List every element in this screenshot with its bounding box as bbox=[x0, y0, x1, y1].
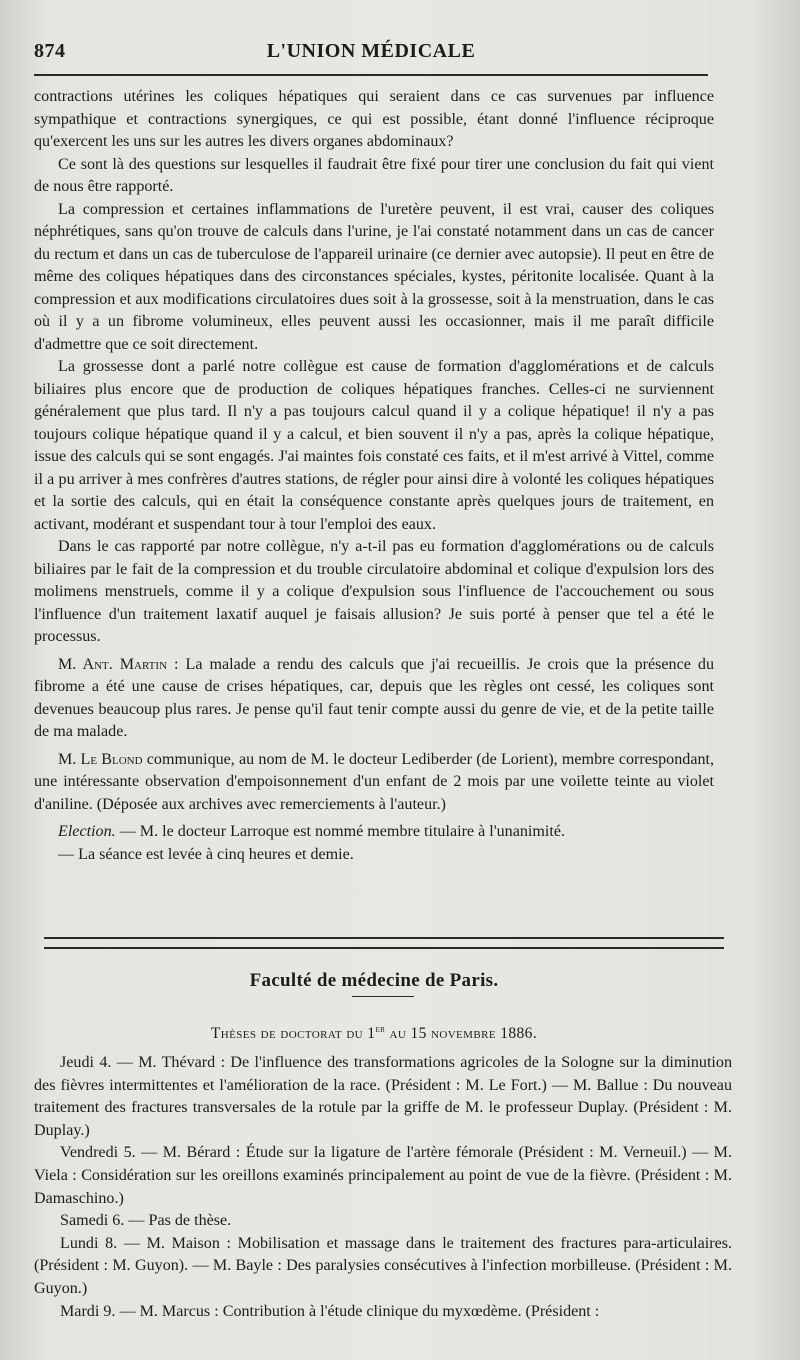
section-subtitle: Thèses de doctorat du 1er au 15 novembre 1886. bbox=[210, 1024, 538, 1043]
paragraph bbox=[34, 821, 714, 844]
thesis-entry: Jeudi 4. — M. Thévard : De l'influence des transformations agricoles de la Sologne sur la diminution des fièvres intermittentes et l'amélioration de la race. (Président : M. Le Fort.) — M. Ballue : Du nouveau traitement des fractures transversales de la rotule par la griffe de M. le professeur Duplay. (Président : M. Duplay.) bbox=[34, 1054, 732, 1139]
header-rule bbox=[34, 74, 708, 76]
paragraph: contractions utérines les coliques hépatiques qui seraient dans ce cas survenues par influence sympathique et contractions synergiques, ce qui est possible, étant donné l'influence réciproque qu'exercent les uns sur les autres les divers organes abdominaux? bbox=[34, 88, 714, 150]
article-body bbox=[34, 86, 714, 866]
thesis-entry: Lundi 8. — M. Maison : Mobilisation et massage dans le traitement des fractures para-articulaires. (Président : M. Guyon). — M. Bayle : Des paralysies consécutives à l'infection morbilleuse. (Président : M. Guyon.) bbox=[34, 1234, 732, 1297]
running-title: L'UNION MÉDICALE bbox=[266, 40, 476, 62]
thesis-entry: Vendredi 5. — M. Bérard : Étude sur la ligature de l'artère fémorale (Président : M. Verneuil.) — M. Viela : Considération sur les oreillons examinés principalement au point de vue de la fièvre. (Président : M. Damaschino.) bbox=[34, 1144, 732, 1207]
paragraph bbox=[34, 654, 714, 744]
speaker-name: M. Le Blond bbox=[58, 750, 143, 768]
thesis-entry: Mardi 9. — M. Marcus : Contribution à l'étude clinique du myxœdème. (Président : bbox=[60, 1302, 600, 1320]
paragraph-text: communique, au nom de M. le docteur Lediberder (de Lorient), membre correspondant, une intéressante observation d'empoisonnement d'un enfant de 2 mois par une voilette teinte au violet d'aniline. (Déposée aux archives avec remerciements à l'auteur.) bbox=[34, 750, 715, 813]
paragraph: La compression et certaines inflammations de l'uretère peuvent, il est vrai, causer des coliques néphrétiques, sans qu'on trouve de calculs dans l'urine, je l'ai constaté notamment dans un cas de cancer du rectum et dans un cas de tuberculose de l'appareil urinaire (ce dernier avec autopsie). Il peut en être de même des coliques hépatiques dans des circonstances spéciales, kystes, péritonite localisée. Quant à la compression et aux modifications circulatoires dues soit à la grossesse, soit à la menstruation, dans le cas où il y a un fibrome volumineux, elles peuvent aussi les occasionner, mais il me paraît difficile d'admettre que ce soit directement. bbox=[34, 200, 714, 353]
paragraph: La grossesse dont a parlé notre collègue est cause de formation d'agglomérations et de calculs biliaires plus encore que de production de coliques hépatiques franches. Celles-ci ne surviennent généralement que plus tard. Il n'y a pas toujours calcul quand il y a colique hépatique! il n'y a pas toujours colique hépatique quand il y a calcul, et bien souvent il n'y a pas, après la colique hépatique, issue des calculs qui se sont engagés. J'ai maintes fois constaté ces faits, et il m'est arrivé à Vittel, comme il a pu arriver à mes confrères d'autres stations, de régler pour ainsi dire à volonté les coliques hépatiques et la sortie des calculs, qui en était la conséquence constante après quelques jours de traitement, en activant, modérant et suspendant tour à tour l'emploi des eaux. bbox=[34, 358, 714, 533]
page-header bbox=[34, 38, 708, 72]
speaker-name: M. Ant. Martin : bbox=[58, 655, 179, 673]
paragraph: Dans le cas rapporté par notre collègue, n'y a-t-il pas eu formation d'agglomérations ou de calculs biliaires par le fait de la compression et du trouble circulatoire abdominal et colique d'expulsion lors des molimens menstruels, comme il y a colique d'expulsion sous l'influence de l'accouchement ou sous l'influence d'un traitement laxatif auquel je faisais allusion? Je suis porté à penser que tel a été le processus. bbox=[34, 538, 714, 645]
theses-list bbox=[34, 1052, 732, 1323]
paragraph-text: La malade a rendu des calculs que j'ai recueillis. Je crois que la présence du fibrome a été une cause de crises hépatiques, car, depuis que les règles ont cessé, les coliques sont devenues beaucoup plus rares. Je pense qu'il faut tenir compte aussi du genre de vie, et de la petite taille de ma malade. bbox=[34, 655, 714, 740]
section-divider bbox=[44, 937, 724, 949]
section-title: Faculté de médecine de Paris. bbox=[249, 970, 499, 991]
paragraph-text: — M. le docteur Larroque est nommé membre titulaire à l'unanimité. bbox=[115, 823, 566, 840]
paragraph: — La séance est levée à cinq heures et demie. bbox=[58, 845, 354, 863]
paragraph bbox=[34, 749, 714, 817]
election-label: Election. bbox=[58, 823, 116, 840]
paragraph: Ce sont là des questions sur lesquelles il faudrait être fixé pour tirer une conclusion du fait qui vient de nous être rapporté. bbox=[34, 155, 714, 195]
page-number: 874 bbox=[34, 40, 66, 62]
thesis-entry: Samedi 6. — Pas de thèse. bbox=[60, 1212, 232, 1230]
title-underline bbox=[352, 996, 414, 997]
